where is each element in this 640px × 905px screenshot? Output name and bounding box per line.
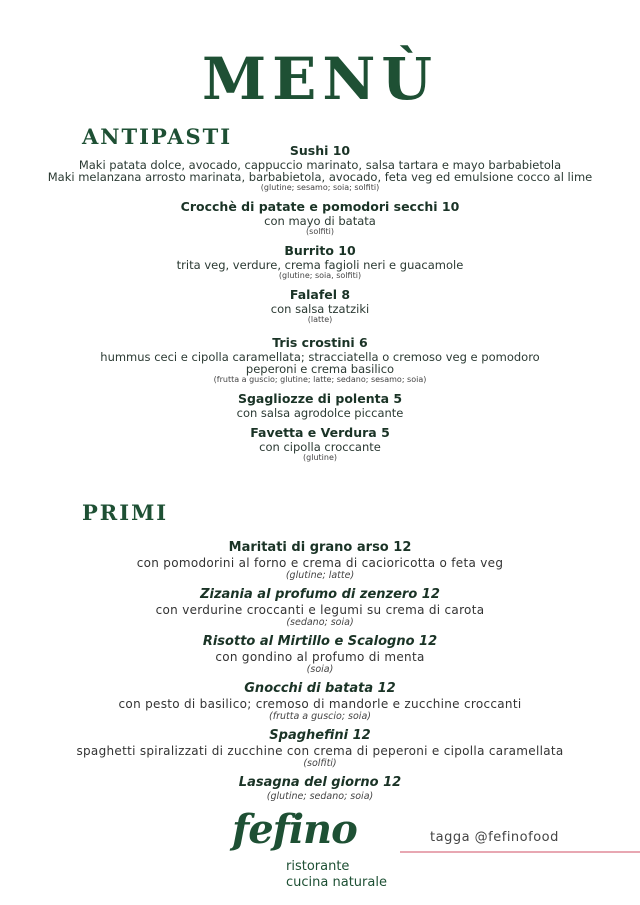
menu-item-falafel	[0, 287, 640, 325]
item-name: Burrito 10	[284, 243, 356, 258]
item-description: con mayo di batata	[264, 214, 376, 228]
item-name: Favetta e Verdura 5	[250, 425, 390, 440]
item-description: con salsa agrodolce piccante	[236, 406, 404, 420]
item-description: con pomodorini al forno e crema di cacioricotta o feta veg	[136, 556, 504, 570]
item-description: con gondino al profumo di menta	[215, 650, 425, 664]
item-description: spaghetti spiralizzati di zucchine con crema di peperoni e cipolla caramellata	[76, 744, 564, 758]
item-allergens: (glutine; sedano; soia)	[266, 791, 374, 802]
section-heading-primi: PRIMI	[82, 500, 169, 525]
item-name: Sgagliozze di polenta 5	[237, 391, 403, 406]
menu-item-crocche	[0, 199, 640, 237]
item-allergens: (glutine; sesamo; soia; solfiti)	[260, 183, 380, 192]
item-name: Zizania al profumo di zenzero 12	[200, 587, 440, 602]
item-name: Gnocchi di batata 12	[244, 681, 396, 696]
item-allergens: (solfiti)	[303, 758, 337, 769]
logo-subtitle-cucina: cucina naturale	[286, 875, 387, 890]
menu-item-risotto	[0, 634, 640, 676]
item-description: con salsa tzatziki	[270, 302, 370, 316]
item-name: Spaghefini 12	[269, 728, 371, 743]
item-name: Falafel 8	[289, 287, 351, 302]
logo-subtitle-ristorante: ristorante	[286, 859, 350, 874]
menu-item-tris-crostini	[0, 335, 640, 385]
primi-list	[0, 540, 640, 808]
menu-item-spaghefini	[0, 728, 640, 770]
item-allergens: (sedano; soia)	[286, 617, 354, 628]
item-allergens: (glutine; latte)	[285, 570, 355, 581]
item-name: Sushi 10	[289, 143, 351, 158]
menu-item-maritati	[0, 540, 640, 582]
antipasti-list	[0, 143, 640, 469]
item-description: hummus ceci e cipolla caramellata; stracciatella o cremoso veg e pomodoro	[100, 350, 540, 364]
item-description: Maki melanzana arrosto marinata, barbabietola, avocado, feta veg ed emulsione cocco al lime	[47, 170, 593, 184]
item-description: Maki patata dolce, avocado, cappuccio marinato, salsa tartara e mayo barbabietola	[78, 158, 562, 172]
menu-item-zizania	[0, 587, 640, 629]
accent-divider	[400, 851, 640, 853]
menu-item-lasagna	[0, 775, 640, 803]
menu-item-favetta	[0, 425, 640, 463]
item-name: Crocchè di patate e pomodori secchi 10	[180, 199, 460, 214]
restaurant-logo: fefino	[232, 806, 357, 853]
menu-item-sgagliozze	[0, 391, 640, 419]
item-allergens: (solfiti)	[306, 227, 334, 236]
item-allergens: (frutta a guscio; glutine; latte; sedano; sesamo; soia)	[213, 375, 427, 384]
item-description: con verdurine croccanti e legumi su crema di carota	[155, 603, 485, 617]
menu-item-gnocchi	[0, 681, 640, 723]
item-allergens: (frutta a guscio; soia)	[269, 711, 371, 722]
menu-title: MENÙ	[201, 45, 438, 113]
item-name: Tris crostini 6	[272, 335, 368, 350]
menu-item-burrito	[0, 243, 640, 281]
section-heading-antipasti: ANTIPASTI	[82, 124, 233, 149]
item-name: Risotto al Mirtillo e Scalogno 12	[202, 634, 438, 649]
item-allergens: (glutine)	[303, 453, 337, 462]
social-tag: tagga @fefinofood	[430, 830, 559, 845]
item-description: con pesto di basilico; cremoso di mandorle e zucchine croccanti	[118, 697, 522, 711]
item-name: Lasagna del giorno 12	[238, 775, 402, 790]
item-description: con cipolla croccante	[259, 440, 381, 454]
item-allergens: (latte)	[307, 315, 333, 324]
item-description: peperoni e crema basilico	[245, 362, 395, 376]
item-allergens: (glutine; soia, solfiti)	[278, 271, 362, 280]
menu-item-sushi	[0, 143, 640, 193]
item-allergens: (soia)	[306, 664, 334, 675]
item-description: trita veg, verdure, crema fagioli neri e guacamole	[176, 258, 464, 272]
item-name: Maritati di grano arso 12	[228, 540, 412, 555]
